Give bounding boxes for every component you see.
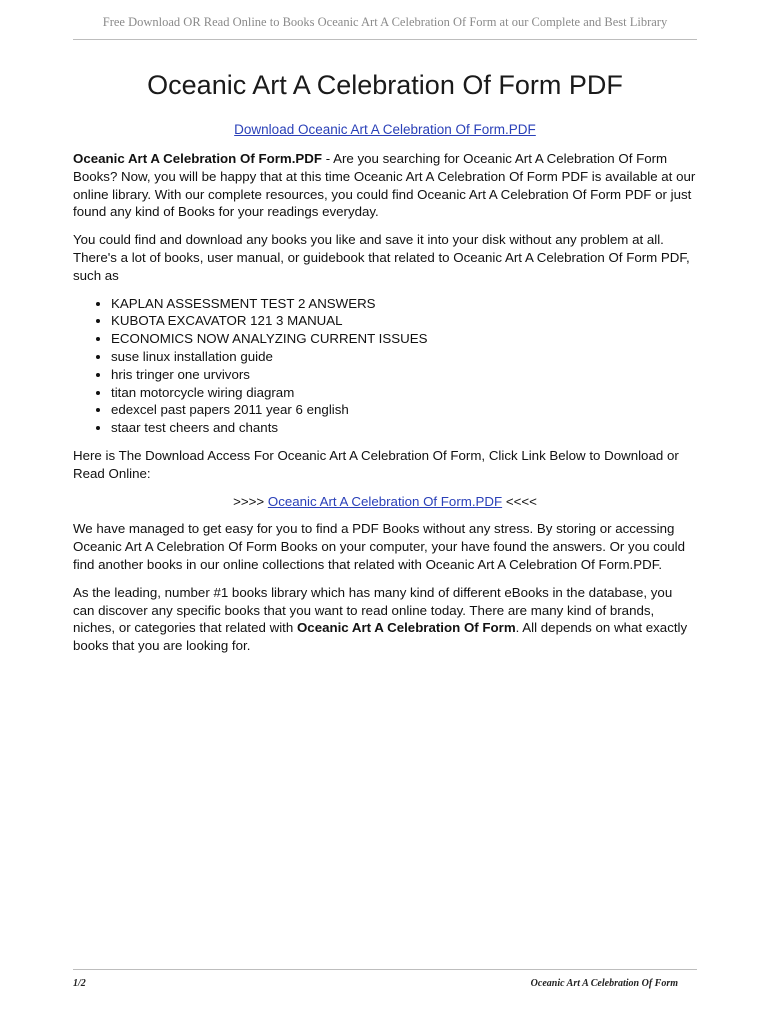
top-download-link[interactable]: Download Oceanic Art A Celebration Of Form.PDF [234,122,536,137]
header-divider [73,39,697,40]
list-item: • KAPLAN ASSESSMENT TEST 2 ANSWERS [111,295,697,313]
list-item: • titan motorcycle wiring diagram [111,384,697,402]
library-text-after: . All depends on what exactly books that you are looking for. [73,620,688,654]
list-item: • edexcel past papers 2011 year 6 english [111,401,697,419]
storage-paragraph: We have managed to get easy for you to find a PDF Books without any stress. By storing or accessing Oceanic Art A Celebration Of Form Books on your computer, your have found the answers. Or you could find another books in our online collections that related with Oceanic Art A Celebration Of Form.PDF. [73,521,685,572]
footer-divider [73,969,697,970]
library-bold-title: Oceanic Art A Celebration Of Form [296,620,516,636]
top-download-link-container [73,122,697,137]
related-intro-paragraph: You could find and download any books you like and save it into your disk without any problem at all. There's a lot of books, user manual, or guidebook that related to Oceanic Art A Celebration Of Form PDF, such as [73,232,690,283]
list-item: • staar test cheers and chants [111,419,697,437]
page-title: Oceanic Art A Celebration Of Form PDF [147,70,623,100]
library-paragraph [73,584,697,655]
access-paragraph: Here is The Download Access For Oceanic Art A Celebration Of Form, Click Link Below to Download or Read Online: [73,447,679,481]
middle-link-line [73,493,697,511]
intro-text: - Are you searching for Oceanic Art A Celebration Of Form Books? Now, you will be happy that at this time Oceanic Art A Celebration Of Form PDF is available at our online library. With our complete resources, you could find Oceanic Art A Celebration Of Form PDF or just found any kind of Books for your readings everyday. [73,151,696,220]
middle-download-link[interactable]: Oceanic Art A Celebration Of Form.PDF [267,493,503,509]
list-item: • suse linux installation guide [111,348,697,366]
related-books-list [73,295,697,437]
intro-bold-title: Oceanic Art A Celebration Of Form.PDF [73,151,322,166]
intro-paragraph [73,150,697,221]
middle-link-suffix: <<<< [502,493,537,509]
library-text-before: As the leading, number #1 books library which has many kind of different eBooks in the database, you can discover any specific books that you want to read online today. There are many kind of brands, niches, or categories that related with [73,584,673,636]
list-item: • hris tringer one urvivors [111,366,697,384]
footer-title: Oceanic Art A Celebration Of Form [530,978,678,989]
list-item: • KUBOTA EXCAVATOR 121 3 MANUAL [111,312,697,330]
list-item: • ECONOMICS NOW ANALYZING CURRENT ISSUES [111,330,697,348]
running-header: Free Download OR Read Online to Books Oceanic Art A Celebration Of Form at our Complete and Best Library [102,15,668,29]
document-body [73,150,697,665]
page-number: 1/2 [73,978,86,989]
middle-link-prefix: >>>> [233,493,268,509]
